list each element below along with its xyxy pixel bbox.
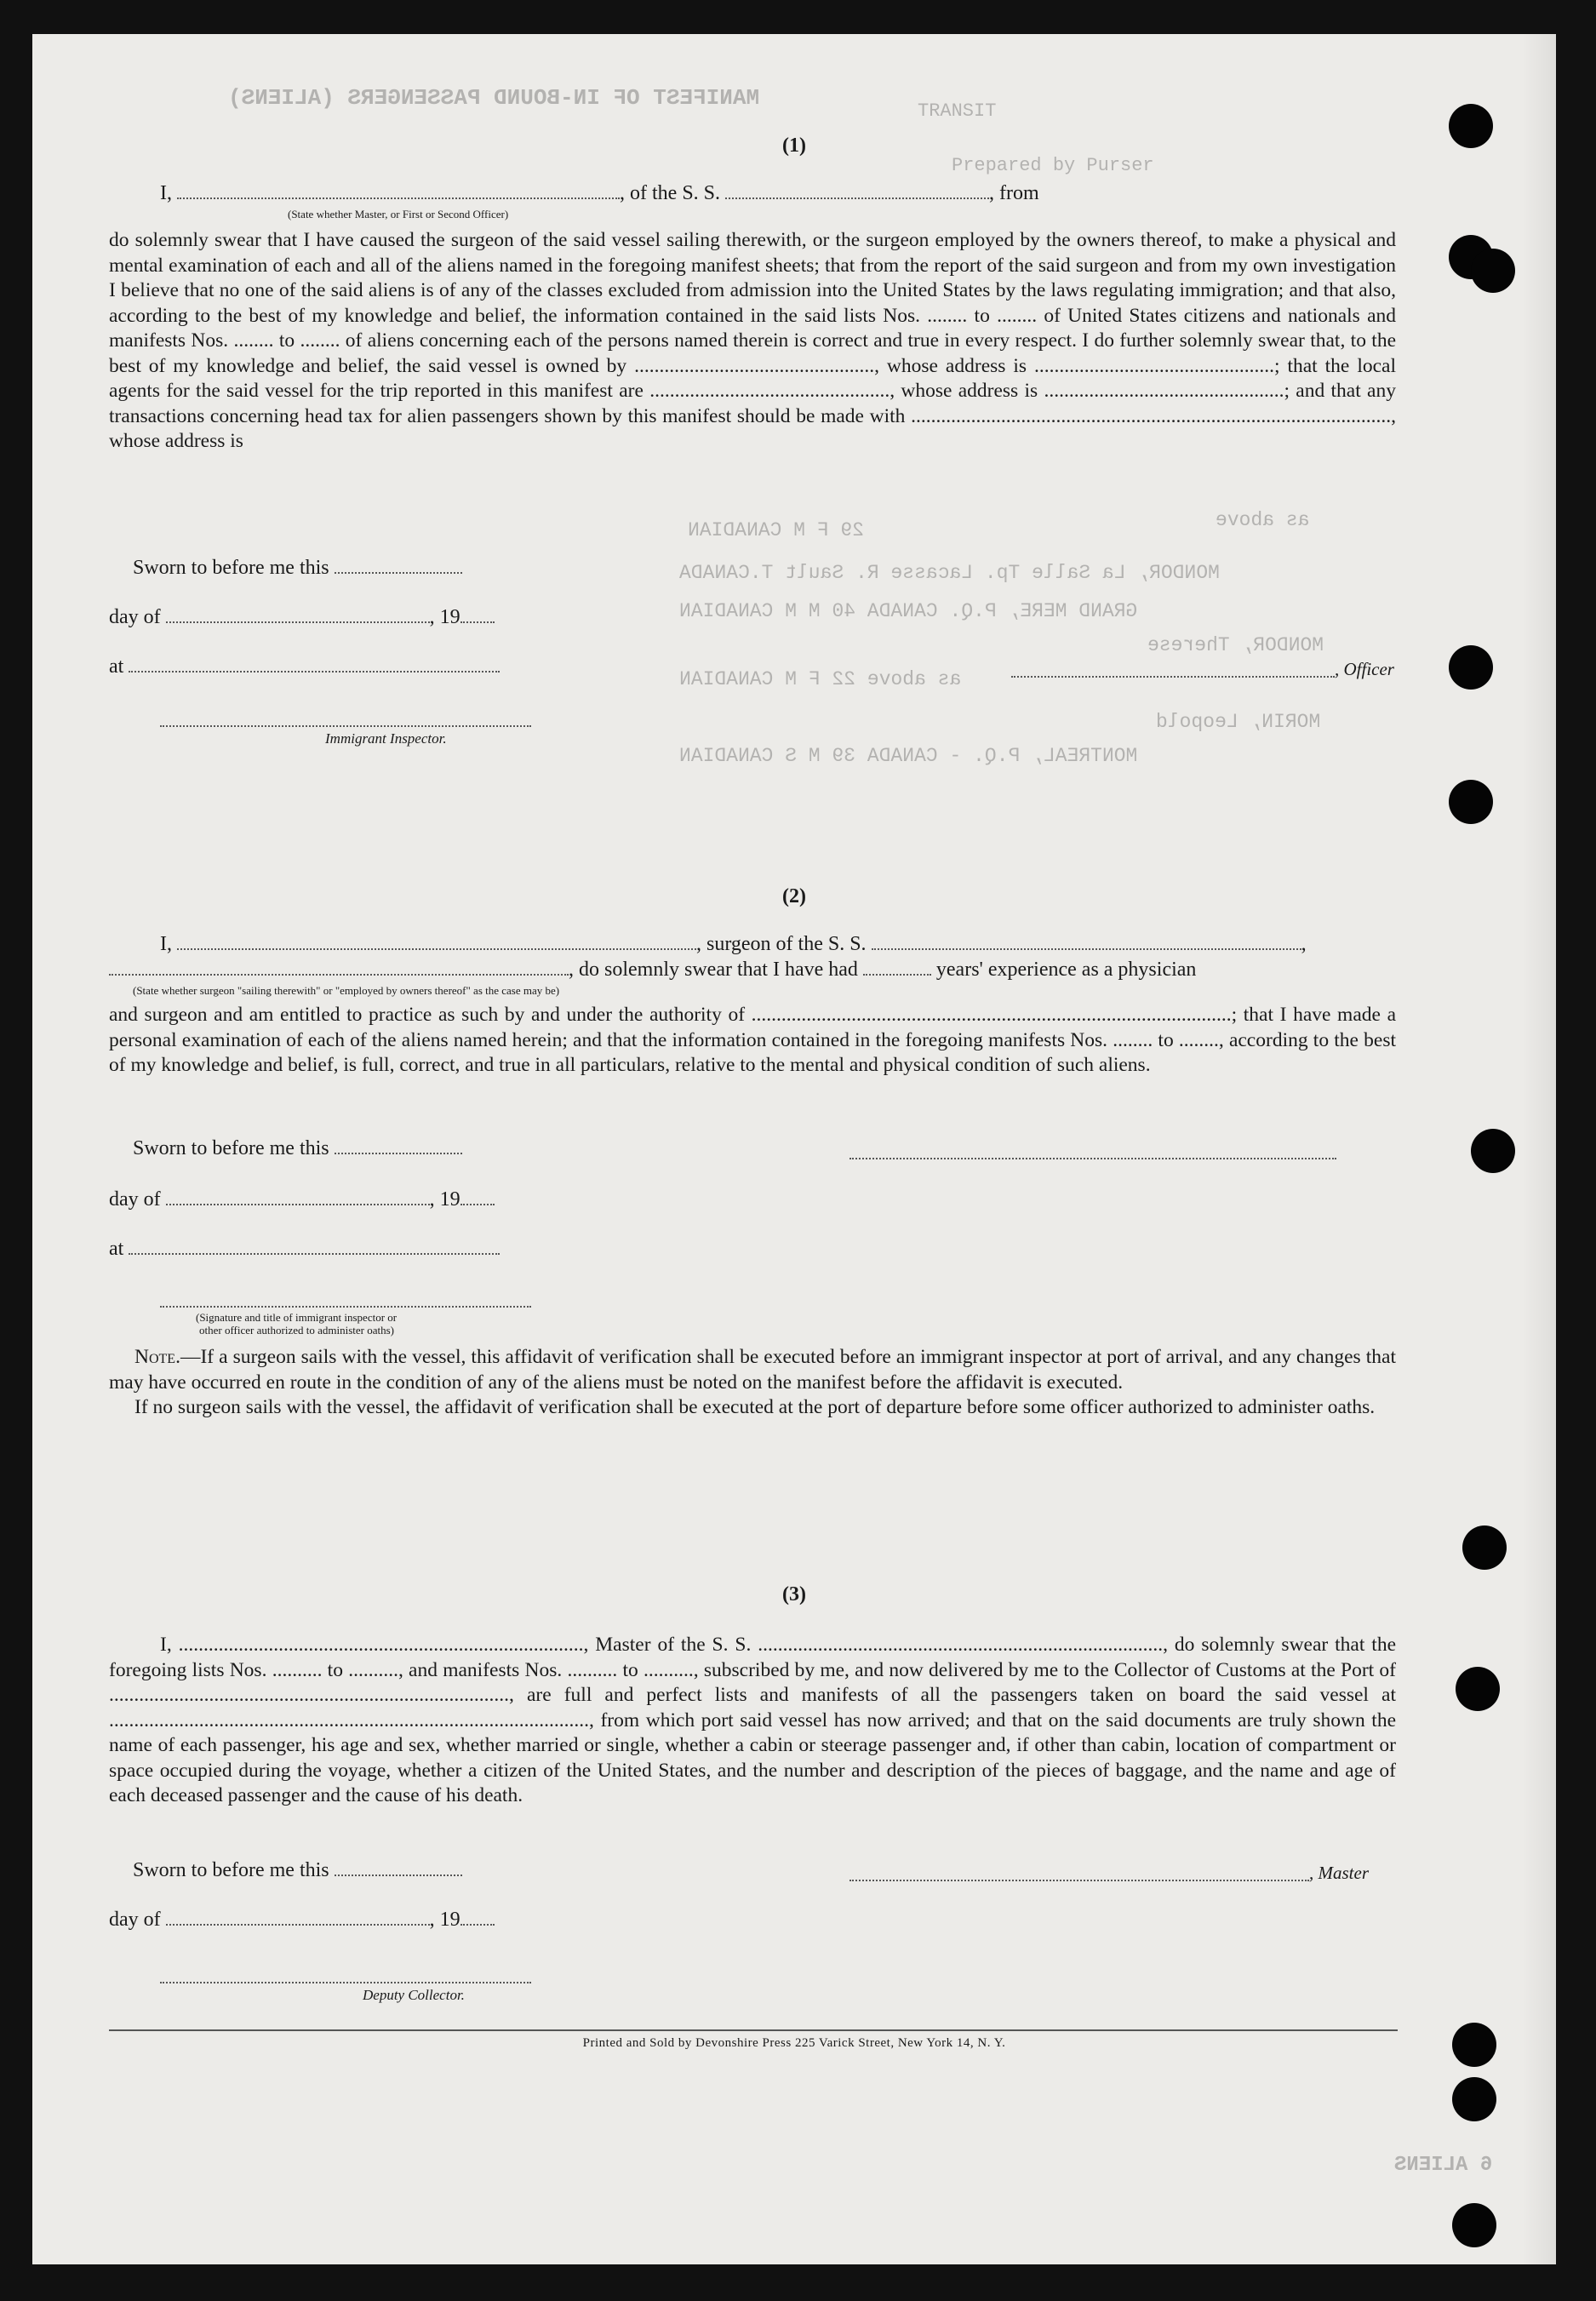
punch-hole [1456, 1667, 1500, 1711]
s2-ship-blank [872, 933, 1301, 950]
punch-hole [1449, 780, 1493, 824]
s2-note [109, 1345, 1396, 1421]
s3-master-signature-line [849, 1878, 1309, 1881]
s2-day-label: day of [109, 1188, 161, 1211]
punch-hole [1462, 1525, 1507, 1570]
s2-sworn-blank [335, 1137, 462, 1154]
s3-day-label: day of [109, 1909, 161, 1931]
s1-sworn-label: Sworn to before me this [133, 557, 329, 579]
s1-day-blank [166, 606, 430, 623]
footer-rule [109, 2029, 1398, 2031]
s3-year-blank [460, 1909, 495, 1926]
s1-year-label: , 19 [429, 606, 460, 628]
section-2-body [109, 1003, 1396, 1079]
bleed-row-1: 29 F M CANADIAN [688, 519, 865, 541]
s2-signature-note-2: other officer authorized to administer oaths) [199, 1324, 394, 1337]
section-2-number: (2) [782, 885, 806, 907]
punch-hole [1452, 2203, 1496, 2247]
s3-collector-label: Deputy Collector. [363, 1987, 465, 2003]
printer-imprint: Printed and Sold by Devonshire Press 225 Varick Street, New York 14, N. Y. [582, 2036, 1006, 2050]
s1-officer-note: (State whether Master, or First or Second Officer) [288, 208, 509, 220]
s2-capacity-note: (State whether surgeon "sailing therewith" or "employed by owners thereof" as the case may be) [133, 984, 560, 997]
s1-inspector-signature-line [160, 724, 531, 727]
bleed-row-8: as above [1216, 509, 1310, 531]
s2-note-text-2: If no surgeon sails with the vessel, the affidavit of verification shall be executed at the port of departure before some officer authorized to administer oaths. [134, 1396, 1376, 1418]
s1-ship-blank [725, 182, 989, 199]
s2-capacity-blank [109, 959, 569, 976]
bleed-row-5: as above 22 F M CANADIAN [679, 668, 962, 690]
punch-hole [1452, 2077, 1496, 2121]
s1-officer-label: , Officer [1335, 659, 1394, 679]
s1-i-label: I, [160, 182, 172, 204]
s2-note-label: Note. [134, 1346, 180, 1368]
bleed-header-3: Prepared by Purser [952, 155, 1154, 176]
bleed-row-3: GRAND MERE, P.Q. CANADA 40 M M CANADIAN [679, 600, 1138, 622]
s1-body-text: do solemnly swear that I have caused the surgeon of the said vessel sailing therewith, or the surgeon employed by the owners thereof, to make a physical and mental examination of each and all of the aliens named in the foregoing manifest sheets; that from the report of the said surgeon and from my own investigation I believe that no one of the said aliens is of any of the classes excluded from admission into the United States by the laws regulating immigration; and that also, according to the best of my knowledge and belief, the information contained in the said lists Nos. ........ to ........ of United States citizens and nationals and manifests Nos. ........ to ........ of aliens concerning each of the persons named therein is correct and true in every respect. I do further solemnly swear that, to the best of my knowledge and belief, the said vessel is owned by ................................................, whose address is ................................................; that the local agents for the said vessel for the trip reported in this manifest are ................................................, whose address is ................................................; and that any transactions concerning head tax for alien passengers shown by this manifest should be made with ................................................................................................, whose address is [109, 229, 1396, 452]
bleed-header-2: TRANSIT [918, 100, 997, 122]
s2-surgeon-blank [177, 933, 696, 950]
section-1-body [109, 228, 1396, 455]
s1-at-blank [129, 655, 500, 673]
s2-ship-end: , [1301, 933, 1307, 955]
s2-i-label: I, [160, 933, 172, 955]
s2-year-label: , 19 [429, 1188, 460, 1211]
punch-hole [1471, 1129, 1515, 1173]
s2-year-blank [460, 1188, 495, 1205]
s2-at-label: at [109, 1238, 124, 1260]
s3-sworn-label: Sworn to before me this [133, 1859, 329, 1881]
s2-note-body: —If a surgeon sails with the vessel, this affidavit of verification shall be executed before an immigrant inspector at port of arrival, and any changes that may have occurred en route in the condition of any of the aliens must be noted on the manifest before the affidavit is executed. [109, 1346, 1396, 1394]
s1-inspector-label: Immigrant Inspector. [325, 730, 447, 747]
bleed-row-2: MONDOR, La Salle Tp. Lacasse R. Sault T.CANADA [679, 562, 1220, 584]
section-2-line-2 [109, 959, 1196, 982]
s1-officer-blank [177, 182, 620, 199]
bleed-row-7: MONTREAL, P.Q. - CANADA 39 M S CANADIAN [679, 745, 1138, 767]
s1-year-blank [460, 606, 495, 623]
s1-day-label: day of [109, 606, 161, 628]
s2-years-blank [863, 959, 931, 976]
s1-at-label: at [109, 655, 124, 678]
s1-at [109, 655, 500, 678]
s3-body-text: I, ................................................................................., Master of the S. S. ................................................................................., do solemnly swear that the foregoing lists Nos. .......... to .........., and manifests Nos. .......... to .........., subscribed by me, and now delivered by me to the Collector of Customs at the Port of ................................................................................, are full and perfect lists and manifests of all the passengers taken on board the said vessel at ................................................................................................, from which port said vessel has now arrived; and that on the said documents are truly shown the name of each passenger, his age and sex, whether married or single, whether a cabin or steerage passenger and, if other than cabin, location of compartment or space occupied during the voyage, whether a citizen of the United States, and the number and description of the pieces of baggage, and the name and age of each deceased passenger and the cause of his death. [109, 1634, 1396, 1806]
s1-sworn [133, 557, 462, 580]
s2-surgeon-signature-line [849, 1156, 1336, 1159]
s2-at [109, 1238, 500, 1261]
section-1-number: (1) [782, 135, 806, 157]
section-3-number: (3) [782, 1583, 806, 1606]
bleed-row-4: MONDOR, Therese [1147, 634, 1324, 656]
s2-inspector-signature-line [160, 1304, 531, 1308]
s2-day-of [109, 1188, 495, 1211]
s1-sworn-blank [335, 557, 462, 574]
punch-hole [1471, 249, 1515, 293]
s2-body-text: and surgeon and am entitled to practice as such by and under the authority of ................................................................................................; that I have made a personal examination of each of the aliens named herein; and that the information contained in the foregoing manifests Nos. ........ to ........, according to the best of my knowledge and belief, is full, correct, and true in all particulars, relative to the mental and physical condition of such aliens. [109, 1004, 1396, 1076]
s2-sworn [133, 1137, 462, 1160]
manifest-page [32, 34, 1556, 2264]
s3-sworn [133, 1859, 462, 1882]
punch-hole [1452, 2023, 1496, 2067]
s3-day-blank [166, 1909, 430, 1926]
s1-day-of [109, 606, 495, 629]
s3-day-of [109, 1909, 495, 1932]
s2-sworn-label: Sworn to before me this [133, 1137, 329, 1159]
s2-at-blank [129, 1238, 500, 1255]
s2-note-text [109, 1345, 1396, 1395]
s3-year-label: , 19 [429, 1909, 460, 1931]
bleed-row-6: MORIN, Leopold [1156, 711, 1321, 733]
s2-day-blank [166, 1188, 430, 1205]
section-2-line-1 [160, 933, 1307, 956]
s3-collector-signature-line [160, 1980, 531, 1983]
s2-ship-label: , surgeon of the S. S. [696, 933, 867, 955]
s1-from-label: , from [989, 182, 1039, 204]
punch-hole [1449, 104, 1493, 148]
s1-ship-label: , of the S. S. [620, 182, 721, 204]
s2-years-label: years' experience as a physician [935, 959, 1197, 981]
section-3-body [109, 1633, 1396, 1809]
bleed-bottom: 6 ALIENS [1394, 2154, 1493, 2177]
s1-officer-signature-line [1011, 674, 1335, 678]
s2-swear-label: , do solemnly swear that I have had [569, 959, 858, 981]
s3-sworn-blank [335, 1859, 462, 1876]
s3-master-label: , Master [1309, 1863, 1369, 1883]
bleed-header-1: MANIFEST OF IN-BOUND PASSENGERS (ALIENS) [228, 85, 760, 111]
punch-hole [1449, 645, 1493, 690]
s2-signature-note-1: (Signature and title of immigrant inspector or [196, 1311, 398, 1324]
section-1-line-1 [160, 182, 1039, 205]
